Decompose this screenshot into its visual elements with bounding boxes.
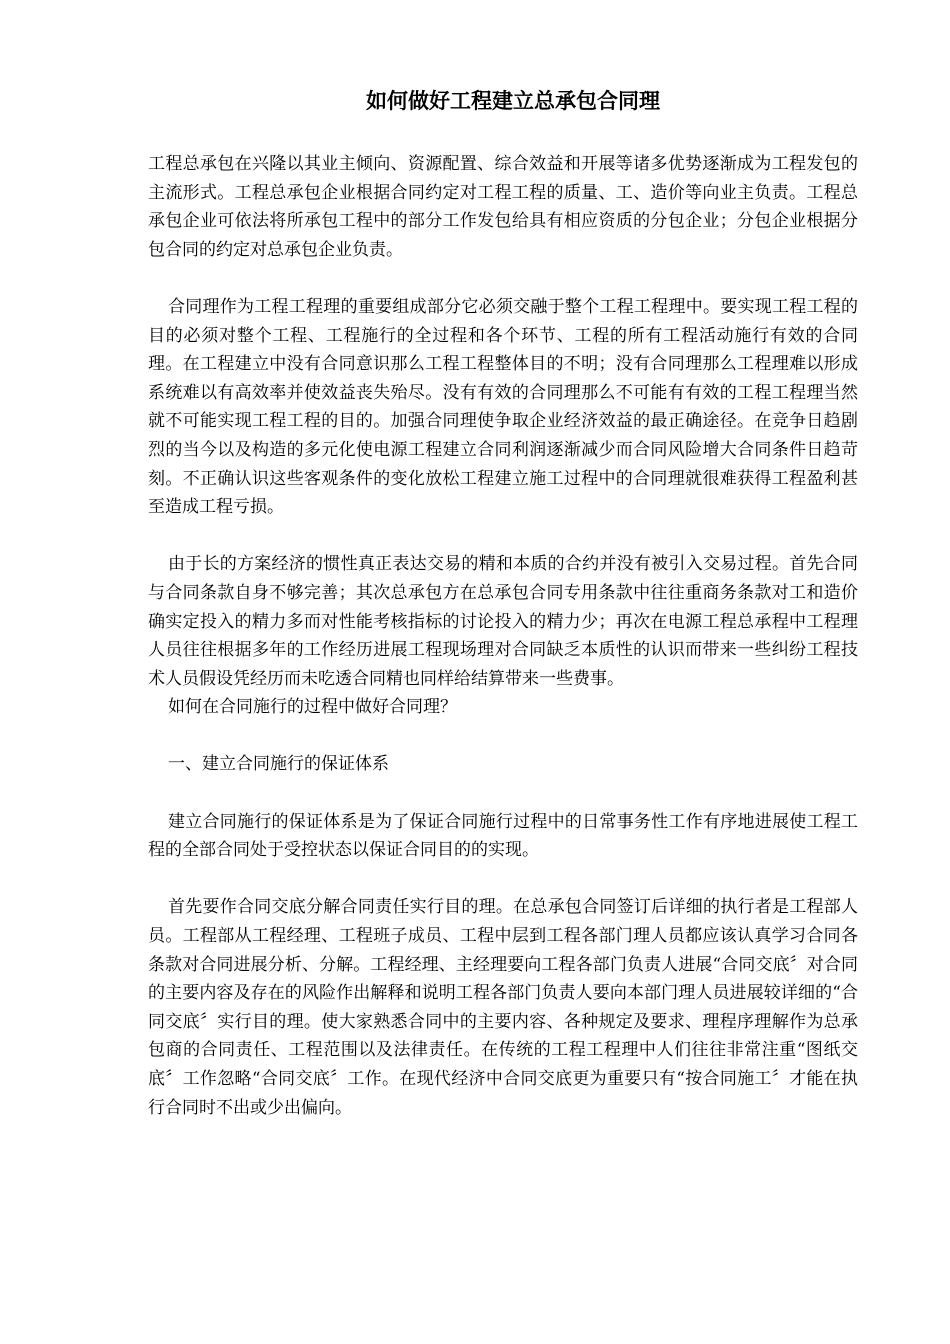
paragraph-guarantee-system: 建立合同施行的保证体系是为了保证合同施行过程中的日常事务性工作有序地进展使工程工程的全部合同处于受控状态以保证合同目的的实现。 [148, 811, 858, 861]
section-heading-1: 一、建立合同施行的保证体系 [168, 754, 389, 775]
paragraph-problems: 由于长的方案经济的惯性真正表达交易的精和本质的合约并没有被引入交易过程。首先合同与合同条款自身不够完善；其次总承包方在总承包合同专用条款中往往重商务条款对工和造价确实定投入的精力多而对性能考核指标的讨论投入的精力少；再次在电源工程总承程中工程理人员往往根据多年的工作经历进展工程现场理对合同缺乏本质性的认识而带来一些纠纷工程技术人员假设凭经历而未吃透合同精也同样给结算带来一些费事。 [148, 554, 858, 689]
paragraph-intro: 工程总承包在兴隆以其业主倾向、资源配置、综合效益和开展等诸多优势逐渐成为工程发包的主流形式。工程总承包企业根据合同约定对工程工程的质量、工、造价等向业主负责。工程总承包企业可依法将所承包工程中的部分工作发包给具有相应资质的分包企业；分包企业根据分包合同的约定对总承包企业负责。 [148, 154, 858, 260]
paragraph-question: 如何在合同施行的过程中做好合同理？ [168, 697, 457, 718]
paragraph-spacer [148, 264, 858, 293]
paragraph-spacer [148, 722, 858, 751]
paragraph-spacer [148, 779, 858, 808]
paragraph-contract-management: 合同理作为工程工程理的重要组成部分它必须交融于整个工程工程理中。要实现工程工程的目的必须对整个工程、工程施行的全过程和各个环节、工程的所有工程活动施行有效的合同理。在工程建立中没有合同意识那么工程工程整体目的不明；没有合同理那么工程理难以形成系统难以有高效率并使效益丧失殆尽。没有有效的合同理那么不可能有有效的工程工程理当然就不可能实现工程工程的目的。加强合同理使争取企业经济效益的最正确途径。在竞争日趋剧烈的当今以及构造的多元化使电源工程建立合同利润逐渐减少而合同风险增大合同条件日趋苛刻。不正确认识这些客观条件的变化放松工程建立施工过程中的合同理就很难获得工程盈利甚至造成工程亏损。 [148, 296, 858, 518]
paragraph-spacer [148, 522, 858, 551]
paragraph-spacer [148, 865, 858, 894]
paragraph-contract-disclosure: 首先要作合同交底分解合同责任实行目的理。在总承包合同签订后详细的执行者是工程部人员。工程部从工程经理、工程班子成员、工程中层到工程各部门理人员都应该认真学习合同各条款对合同进展分析、分解。工程经理、主经理要向工程各部门负责人进展“合同交底〞对合同的主要内容及存在的风险作出解释和说明工程各部门负责人要向本部门理人员进展较详细的“合同交底〞实行目的理。使大家熟悉合同中的主要内容、各种规定及要求、理程序理解作为总承包商的合同责任、工程范围以及法律责任。在传统的工程工程理中人们往往非常注重“图纸交底〞工作忽略“合同交底〞工作。在现代经济中合同交底更为重要只有“按合同施工〞才能在执行合同时不出或少出偏向。 [148, 897, 858, 1118]
document-page [148, 86, 858, 1122]
document-title: 如何做好工程建立总承包合同理 [366, 88, 660, 113]
